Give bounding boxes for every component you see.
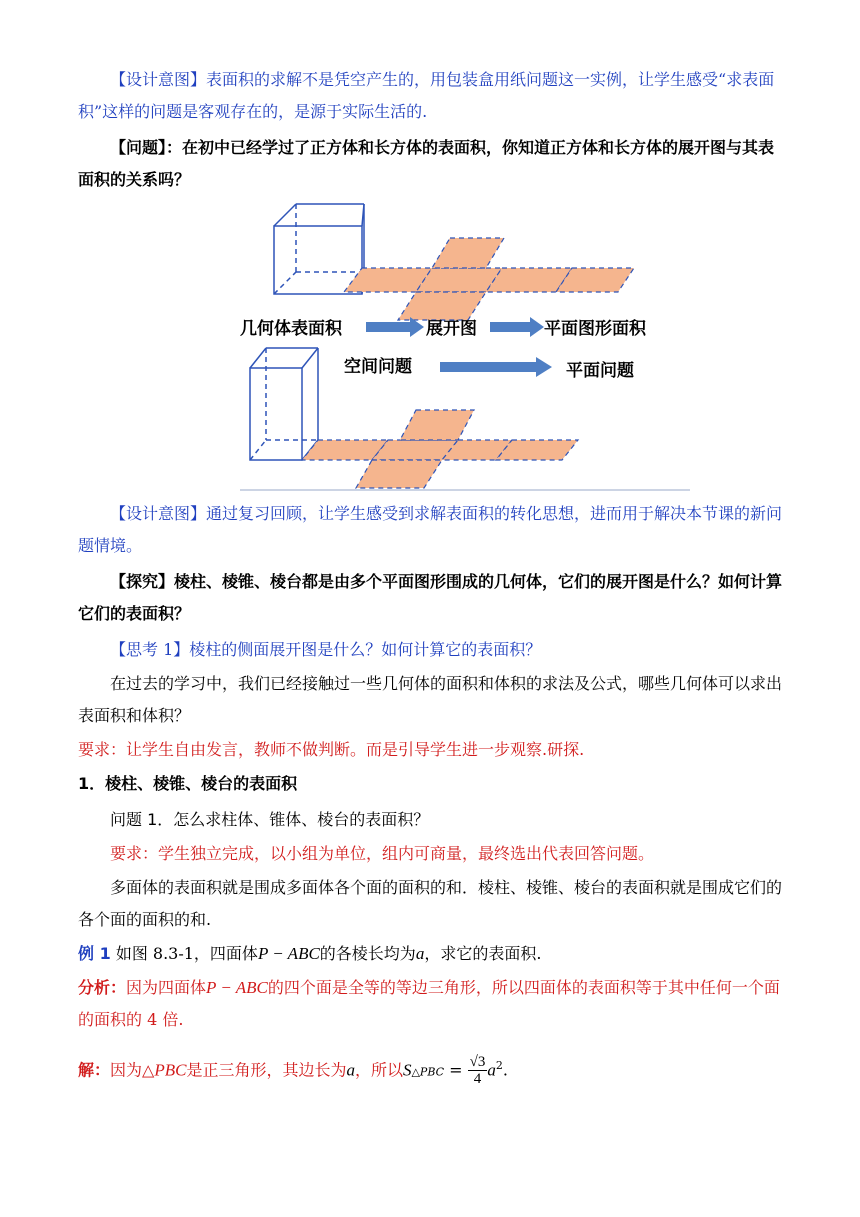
solution-text-pre: 因为△ (110, 1060, 155, 1080)
flow2-arrow (440, 357, 552, 377)
flow2-step1: 空间问题 (344, 357, 412, 377)
explore-text: 棱柱、棱锥、棱台都是由多个平面图形围成的几何体，它们的展开图是什么？如何计算它们的表面积？ (78, 572, 783, 623)
polyhedron-surface-paragraph: 多面体的表面积就是围成多面体各个面的面积的和．棱柱、棱锥、棱台的表面积就是围成它们的各个面的面积的和. (78, 878, 783, 929)
solution-math-triangle: PBC (154, 1060, 187, 1080)
analysis-label: 分析： (78, 978, 127, 997)
flow1-step3: 平面图形面积 (544, 319, 646, 339)
solution-text-mid2: ，所以 (354, 1060, 403, 1080)
example-label: 例 1 (78, 944, 111, 963)
explore-label: 【探究】 (110, 572, 175, 591)
analysis-math: P − ABC (206, 978, 268, 997)
solution (78, 1050, 790, 1088)
flow1-step1: 几何体表面积 (240, 319, 342, 339)
solution-area-subscript: △PBC (411, 1065, 445, 1079)
flow1-arrow2 (490, 317, 544, 337)
example-math-a: a (415, 944, 425, 963)
analysis (78, 972, 790, 1036)
requirement-1: 要求：让学生自由发言，教师不做判断。而是引导学生进一步观察.研探. (78, 740, 585, 759)
cube-net (344, 238, 634, 320)
analysis-text-post: 的四个面是全等的等边三角形，所以四面体的表面积等于其中任何一个面的面积的 4 倍. (78, 978, 780, 1029)
design-intent-label-2: 【设计意图】 (110, 504, 207, 523)
design-intent-text-2: 通过复习回顾，让学生感受到求解表面积的转化思想，进而用于解决本节课的新问题情境。 (78, 504, 783, 555)
flow1-step2: 展开图 (426, 319, 477, 339)
think-text: 棱柱的侧面展开图是什么？如何计算它的表面积？ (189, 640, 542, 659)
solution-math-a: a (346, 1060, 355, 1080)
flow2-step2: 平面问题 (566, 361, 634, 381)
question-text: ：在初中已经学过了正方体和长方体的表面积，你知道正方体和长方体的展开图与其表面积的关系吗？ (78, 138, 775, 189)
example-text-mid: 的各棱长均为 (319, 944, 416, 963)
cuboid-diagram (250, 348, 318, 460)
question-label: 【问题】 (110, 138, 167, 157)
solution-equals: = (444, 1060, 468, 1080)
solution-label: 解： (78, 1060, 111, 1080)
solution-fraction (468, 1054, 488, 1087)
past-learning-paragraph: 在过去的学习中，我们已经接触过一些几何体的面积和体积的求法及公式，哪些几何体可以求出表面积和体积？ (78, 674, 783, 725)
design-intent-label: 【设计意图】 (110, 70, 207, 89)
solution-period: . (502, 1060, 508, 1080)
section-heading-1: 1．棱柱、棱锥、棱台的表面积 (78, 774, 298, 793)
example-text-post: ，求它的表面积. (424, 944, 542, 963)
example-text-pre: 如图 8.3-1，四面体 (115, 944, 258, 963)
think-label: 【思考 1】 (110, 640, 190, 659)
design-intent-paragraph-2 (78, 498, 790, 562)
example-1 (78, 938, 790, 970)
solution-math-a2: a (487, 1060, 496, 1080)
design-intent-paragraph-1 (78, 64, 790, 128)
fraction-numerator: √3 (469, 1054, 486, 1071)
fraction-denominator: 4 (473, 1071, 482, 1088)
cuboid-net (302, 410, 578, 488)
question-paragraph (78, 132, 790, 196)
cube-diagram (274, 204, 364, 294)
solution-text-mid: 是正三角形，其边长为 (186, 1060, 347, 1080)
explore-paragraph (78, 566, 790, 630)
analysis-text-pre: 因为四面体 (126, 978, 207, 997)
example-math-tetrahedron: P − ABC (257, 944, 320, 963)
unfolding-figure (240, 196, 690, 496)
solution-exponent: 2 (495, 1059, 503, 1072)
think-paragraph (78, 634, 790, 666)
design-intent-text: 表面积的求解不是凭空产生的，用包装盒用纸问题这一实例，让学生感受“求表面积”这样的问题是客观存在的，是源于实际生活的. (78, 70, 775, 121)
solution-area-symbol: S (402, 1060, 412, 1080)
requirement-2: 要求：学生独立完成，以小组为单位，组内可商量，最终选出代表回答问题。 (110, 844, 655, 863)
question-1: 问题 1．怎么求柱体、锥体、棱台的表面积？ (110, 810, 430, 829)
